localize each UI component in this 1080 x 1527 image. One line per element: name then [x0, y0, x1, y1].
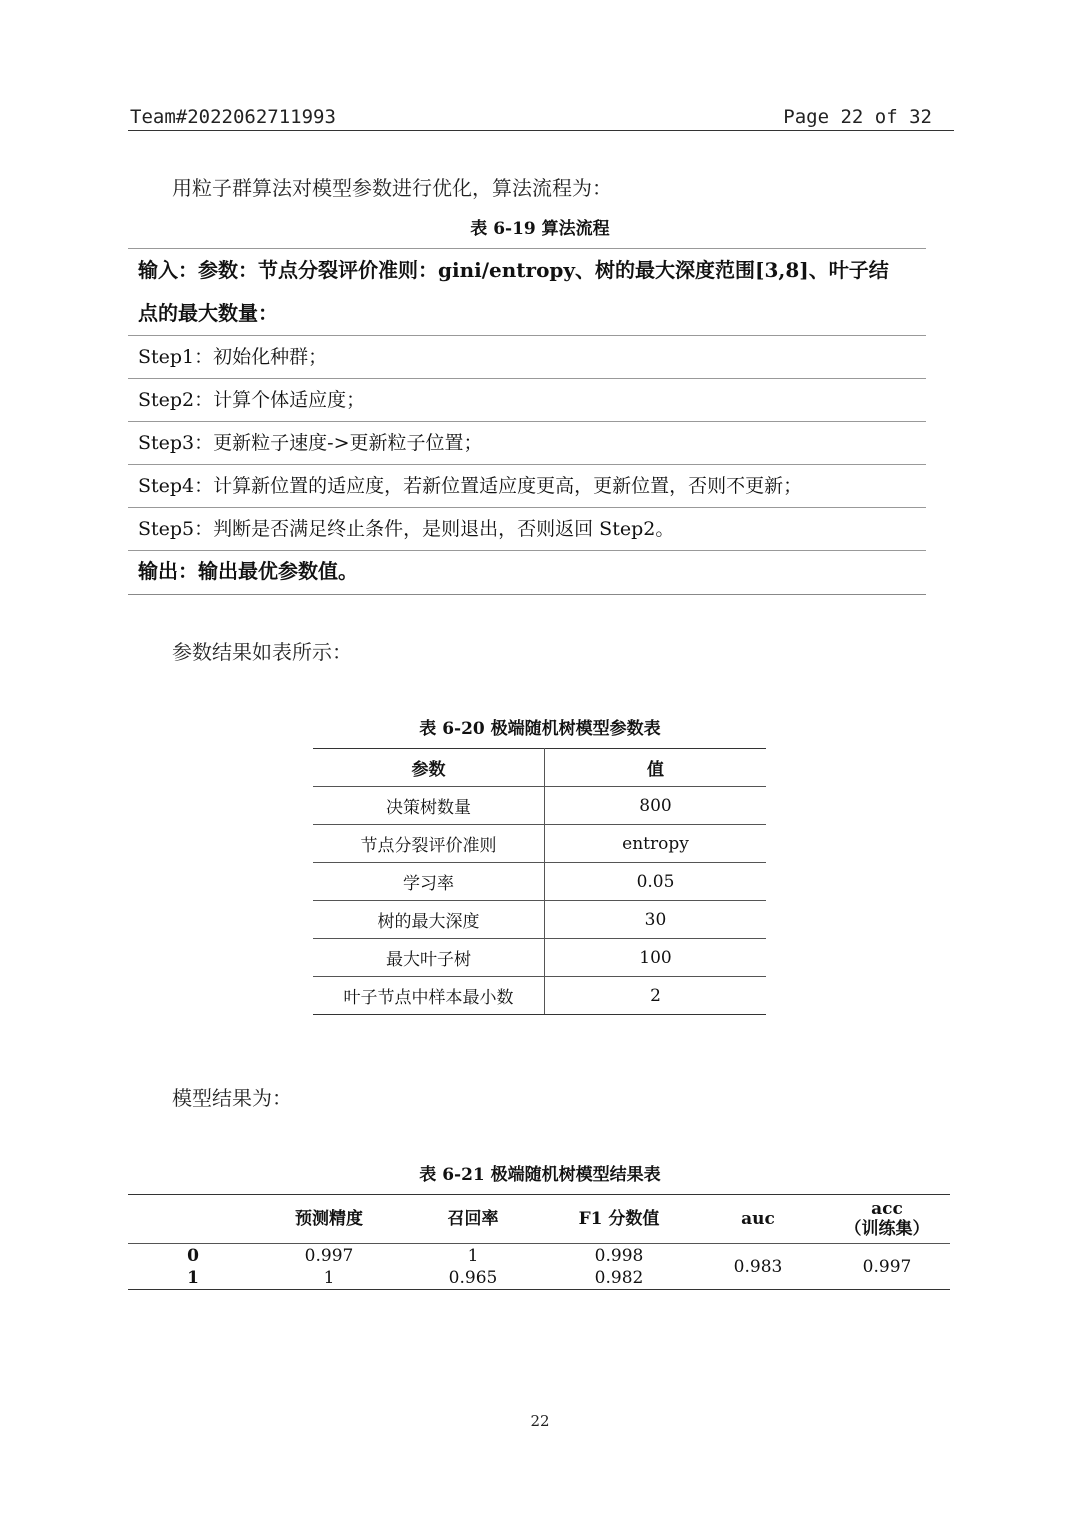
recall-cell: 1 — [467, 1245, 479, 1266]
param-value: 30 — [545, 901, 767, 939]
param-name: 最大叶子树 — [313, 939, 545, 977]
param-name: 决策树数量 — [313, 787, 545, 825]
param-header-name: 参数 — [313, 749, 545, 787]
algo-step-row: Step4：计算新位置的适应度，若新位置适应度更高，更新位置，否则不更新； — [128, 464, 926, 507]
table-row — [128, 1244, 950, 1268]
result-header-acc — [824, 1195, 950, 1244]
param-table-caption: 表 6-20 极端随机树模型参数表 — [419, 719, 661, 739]
table-row — [313, 787, 766, 825]
param-name: 学习率 — [313, 863, 545, 901]
class-label: 0 — [187, 1246, 199, 1266]
page-number: 22 — [530, 1412, 550, 1430]
recall-cell: 0.965 — [400, 1267, 546, 1290]
algorithm-table — [128, 248, 926, 595]
page-header — [128, 104, 954, 131]
acc-cell: 0.997 — [824, 1244, 950, 1290]
intro-paragraph-1: 用粒子群算法对模型参数进行优化，算法流程为： — [172, 176, 612, 200]
table-row — [313, 977, 766, 1015]
algo-input-line-2: 点的最大数量： — [138, 301, 278, 325]
table-row — [313, 901, 766, 939]
result-header-acc-line1: acc — [871, 1199, 903, 1219]
param-table-header — [313, 749, 766, 787]
result-header-f1: F1 分数值 — [546, 1195, 692, 1244]
intro-paragraph-3: 模型结果为： — [172, 1086, 292, 1110]
param-value: 800 — [545, 787, 767, 825]
table-row — [313, 863, 766, 901]
algo-input-row — [128, 248, 926, 335]
algo-step-row: Step1：初始化种群； — [128, 335, 926, 378]
param-value: 0.05 — [545, 863, 767, 901]
result-header-acc-line2: （训练集） — [844, 1219, 930, 1239]
precision-cell: 0.997 — [304, 1245, 354, 1266]
param-name: 叶子节点中样本最小数 — [313, 977, 545, 1015]
f1-cell: 0.982 — [546, 1267, 692, 1290]
algo-input-line-1: 输入：参数：节点分裂评价准则：gini/entropy、树的最大深度范围[3,8]、叶子结 — [138, 258, 889, 282]
param-value: 100 — [545, 939, 767, 977]
result-header-auc: auc — [692, 1195, 824, 1244]
class-label: 1 — [128, 1267, 258, 1290]
auc-cell: 0.983 — [692, 1244, 824, 1290]
algo-output-row: 输出：输出最优参数值。 — [128, 550, 926, 595]
algo-step-row: Step2：计算个体适应度； — [128, 378, 926, 421]
result-table-caption: 表 6-21 极端随机树模型结果表 — [419, 1165, 661, 1185]
param-table — [313, 748, 766, 1015]
f1-cell: 0.998 — [594, 1245, 644, 1266]
team-id: Team#2022062711993 — [130, 106, 336, 128]
algo-table-caption: 表 6-19 算法流程 — [470, 219, 610, 239]
table-row — [313, 939, 766, 977]
result-table-header — [128, 1195, 950, 1244]
result-table — [128, 1194, 950, 1290]
result-header-recall: 召回率 — [400, 1195, 546, 1244]
param-header-value: 值 — [545, 749, 767, 787]
result-header-blank — [128, 1195, 258, 1244]
table-row — [313, 825, 766, 863]
param-value: entropy — [545, 825, 767, 863]
result-header-precision: 预测精度 — [258, 1195, 400, 1244]
page-indicator: Page 22 of 32 — [783, 106, 932, 128]
param-name: 节点分裂评价准则 — [313, 825, 545, 863]
param-value: 2 — [545, 977, 767, 1015]
intro-paragraph-2: 参数结果如表所示： — [172, 640, 352, 664]
param-name: 树的最大深度 — [313, 901, 545, 939]
algo-step-row: Step3：更新粒子速度->更新粒子位置； — [128, 421, 926, 464]
algo-step-row: Step5：判断是否满足终止条件，是则退出，否则返回 Step2。 — [128, 507, 926, 550]
precision-cell: 1 — [258, 1267, 400, 1290]
